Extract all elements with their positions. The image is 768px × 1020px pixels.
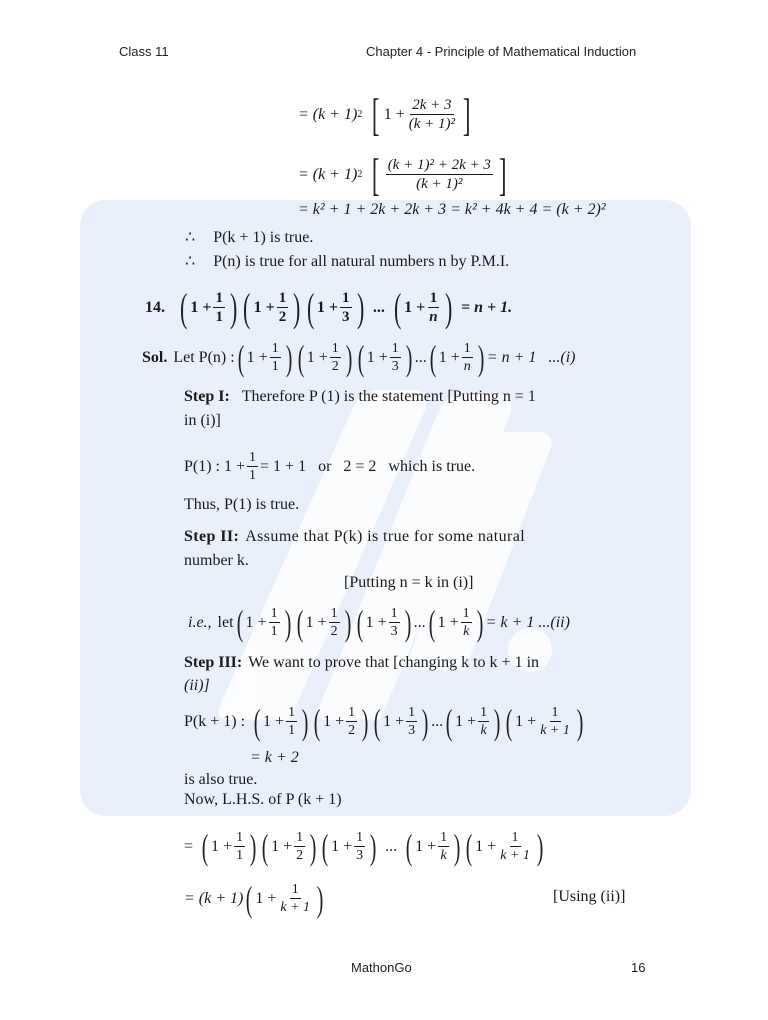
step-2-line-2: number k. (184, 552, 249, 569)
therefore-line-2: ∴ P(n) is true for all natural numbers n by P.M.I. (185, 253, 510, 270)
using-note: [Using (ii)] (553, 888, 626, 905)
also-true-line: is also true. (184, 771, 258, 788)
eq1-prefix: = (k + 1) (298, 106, 358, 123)
solution-label: Sol. (142, 349, 168, 366)
solution-statement: Sol. Let P(n) : ( 1 + $\frac{1}{1}$ ) ( 1 + $\frac{1}{2}$ ) ( 1 + $\frac{1}{3}$ ) ... ( 1 + $\frac{1}{n}$ ) = n + 1 ...(i) (142, 338, 576, 378)
pk1-statement: P(k + 1) : ( 1 + $\frac{1}{1}$ ) ( 1 + $\frac{1}{2}$ ) ( 1 + $\frac{1}{3}$ ) ... ( 1 + $\frac{1}{k}$ ) ( 1 + $\frac{1}{k + 1}$ ) (184, 702, 584, 742)
header-chapter-title: Chapter 4 - Principle of Mathematical Induction (366, 44, 637, 59)
step-1-line-1: Step I: Therefore P (1) is the statement [Putting n = 1 (184, 388, 536, 405)
fraction: $\frac{2k + 3}{\text{(k + 1)²}}$ (408, 97, 455, 132)
question-number: 14. (145, 299, 165, 316)
step-3-line-1: Step III: We want to prove that [changing k to k + 1 in (184, 654, 540, 671)
step-2-label: Step II: (184, 528, 240, 545)
step-3-line-2: (ii)] (184, 677, 210, 694)
therefore-line-1: ∴ P(k + 1) is true. (185, 229, 314, 246)
assumption-equation: i.e., let ( 1 + $\frac{1}{1}$ ) ( 1 + $\frac{1}{2}$ ) ( 1 + $\frac{1}{3}$ ) ... ( 1 + $\frac{1}{k}$ ) = k + 1 ...(ii) (188, 603, 570, 643)
fraction: $\frac{\text{(k + 1)² + 2k + 3}}{\text{(k + 1)²}}$ (387, 157, 491, 192)
putting-note: [Putting n = k in (i)] (344, 574, 474, 591)
lhs-expansion: = ( 1 + $\frac{1}{1}$ ) ( 1 + $\frac{1}{2}$ ) ( 1 + $\frac{1}{3}$ ) ... ( 1 + $\frac{1}{k}$ ) ( 1 + $\frac{1}{k + 1}$ ) (184, 827, 544, 867)
equation-line-3: = k² + 1 + 2k + 2k + 3 = k² + 4k + 4 = (k + 2)² (298, 201, 606, 218)
page-number: 16 (631, 960, 646, 975)
bracket-close: ] (498, 149, 507, 200)
equation-line-1: = (k + 1) 2 [ 1 + $\frac{2k + 3}{\text{(k + 1)²}}$ ] (298, 89, 471, 140)
step-1-line-2: in (i)] (184, 412, 221, 429)
bracket-open: [ (372, 149, 380, 200)
step-1-label: Step I: (184, 388, 230, 405)
step-2-line-1: Step II: Assume that P(k) is true for some natural (184, 528, 526, 545)
header-class-label: Class 11 (119, 44, 169, 59)
therefore-symbol: ∴ (185, 229, 196, 246)
thus-line: Thus, P(1) is true. (184, 496, 300, 513)
final-equation: = (k + 1) ( 1 + $\frac{1}{k + 1}$ ) (184, 879, 324, 919)
p1-statement: P(1) : 1 + $\frac{1}{1}$ = 1 + 1 or 2 = 2 which is true. (184, 450, 476, 483)
equation-line-2: = (k + 1) 2 [ $\frac{\text{(k + 1)² + 2k + 3}}{\text{(k + 1)²}}$ ] (298, 149, 507, 200)
pk1-rhs: = k + 2 (250, 749, 299, 766)
therefore-symbol: ∴ (185, 253, 196, 270)
footer-brand: MathonGo (351, 960, 412, 975)
step-3-label: Step III: (184, 654, 243, 671)
lhs-intro-line: Now, L.H.S. of P (k + 1) (184, 791, 342, 808)
equation-tag: ...(i) (548, 349, 576, 366)
bracket-close: ] (462, 89, 471, 140)
bracket-open: [ (372, 89, 380, 140)
question-14: 14. ( 1 + $\frac{1}{1}$ ) ( 1 + $\frac{1}{2}$ ) ( 1 + $\frac{1}{3}$ ) ... ( 1 + $\frac{1}{n}$ ) = n + 1. (145, 285, 513, 330)
